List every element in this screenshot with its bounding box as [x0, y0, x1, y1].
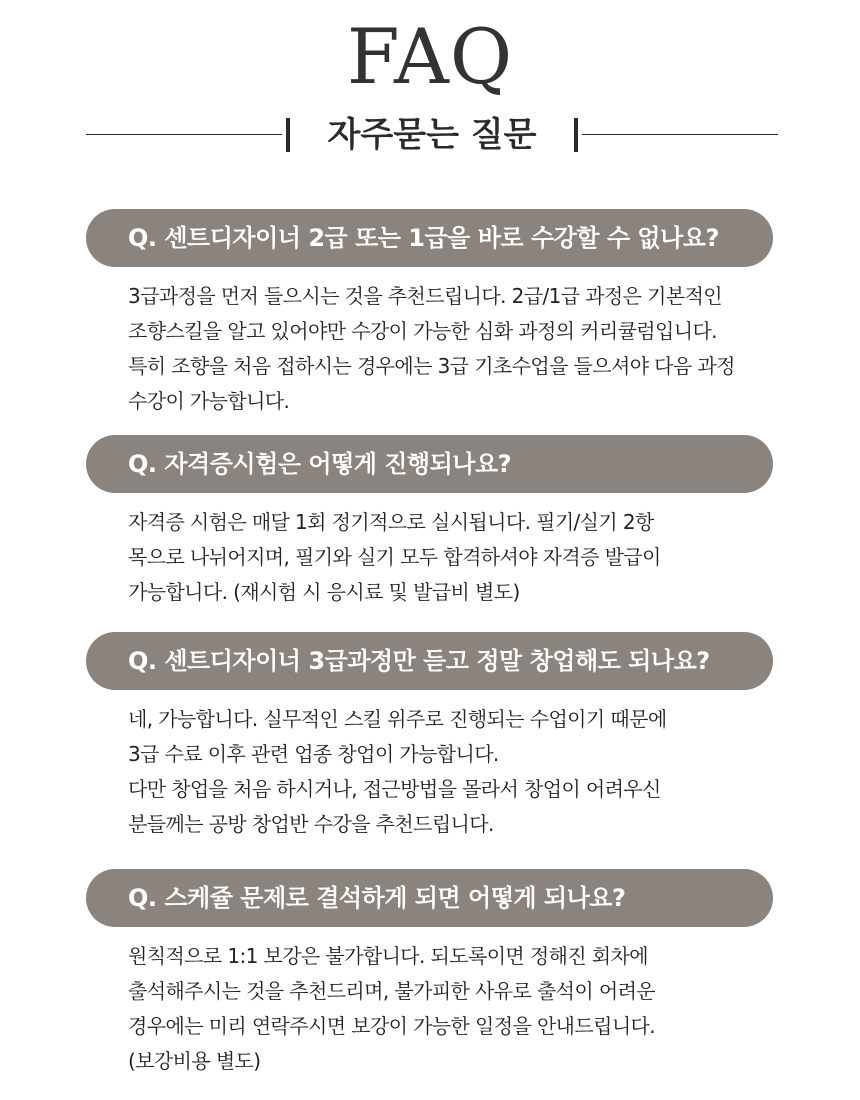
- answer-line: (보강비용 별도): [128, 1049, 261, 1073]
- right-divider-line: [582, 134, 778, 135]
- right-divider-bar: [574, 118, 578, 152]
- answer-line: 3급과정을 먼저 들으시는 것을 추천드립니다. 2급/1급 과정은 기본적인: [128, 284, 723, 308]
- faq-question-1: Q. 센트디자이너 2급 또는 1급을 바로 수강할 수 없나요?: [86, 209, 773, 267]
- answer-line: 자격증 시험은 매달 1회 정기적으로 실시됩니다. 필기/실기 2항: [128, 510, 654, 534]
- faq-question-2: Q. 자격증시험은 어떻게 진행되나요?: [86, 435, 773, 493]
- answer-line: 출석해주시는 것을 추천드리며, 불가피한 사유로 출석이 어려운: [128, 979, 656, 1003]
- answer-line: 원칙적으로 1:1 보강은 불가합니다. 되도록이면 정해진 회차에: [128, 944, 648, 968]
- faq-item-2: [86, 435, 773, 610]
- page-subtitle: 자주묻는 질문: [327, 115, 537, 155]
- left-divider-line: [86, 134, 282, 135]
- faq-answer-3: [128, 702, 768, 842]
- faq-answer-2: [128, 505, 768, 610]
- answer-line: 다만 창업을 처음 하시거나, 접근방법을 몰라서 창업이 어려우신: [128, 777, 661, 801]
- answer-line: 경우에는 미리 연락주시면 보강이 가능한 일정을 안내드립니다.: [128, 1014, 656, 1038]
- answer-line: 3급 수료 이후 관련 업종 창업이 가능합니다.: [128, 742, 499, 766]
- faq-answer-4: [128, 939, 768, 1079]
- faq-answer-1: [128, 279, 768, 419]
- answer-line: 네, 가능합니다. 실무적인 스킬 위주로 진행되는 수업이기 때문에: [128, 707, 667, 731]
- subtitle-banner: [86, 110, 778, 160]
- answer-line: 수강이 가능합니다.: [128, 389, 290, 413]
- answer-line: 조향스킬을 알고 있어야만 수강이 가능한 심화 과정의 커리큘럼입니다.: [128, 319, 717, 343]
- faq-question-3: Q. 센트디자이너 3급과정만 듣고 정말 창업해도 되나요?: [86, 632, 773, 690]
- faq-item-3: [86, 632, 773, 842]
- faq-item-4: [86, 869, 773, 1079]
- page-title: FAQ: [346, 12, 514, 101]
- answer-line: 목으로 나뉘어지며, 필기와 실기 모두 합격하셔야 자격증 발급이: [128, 545, 661, 569]
- answer-line: 가능합니다. (재시험 시 응시료 및 발급비 별도): [128, 580, 520, 604]
- left-divider-bar: [286, 118, 290, 152]
- answer-line: 분들께는 공방 창업반 수강을 추천드립니다.: [128, 812, 494, 836]
- faq-question-4: Q. 스케쥴 문제로 결석하게 되면 어떻게 되나요?: [86, 869, 773, 927]
- answer-line: 특히 조향을 처음 접하시는 경우에는 3급 기초수업을 들으셔야 다음 과정: [128, 354, 735, 378]
- faq-item-1: [86, 209, 773, 419]
